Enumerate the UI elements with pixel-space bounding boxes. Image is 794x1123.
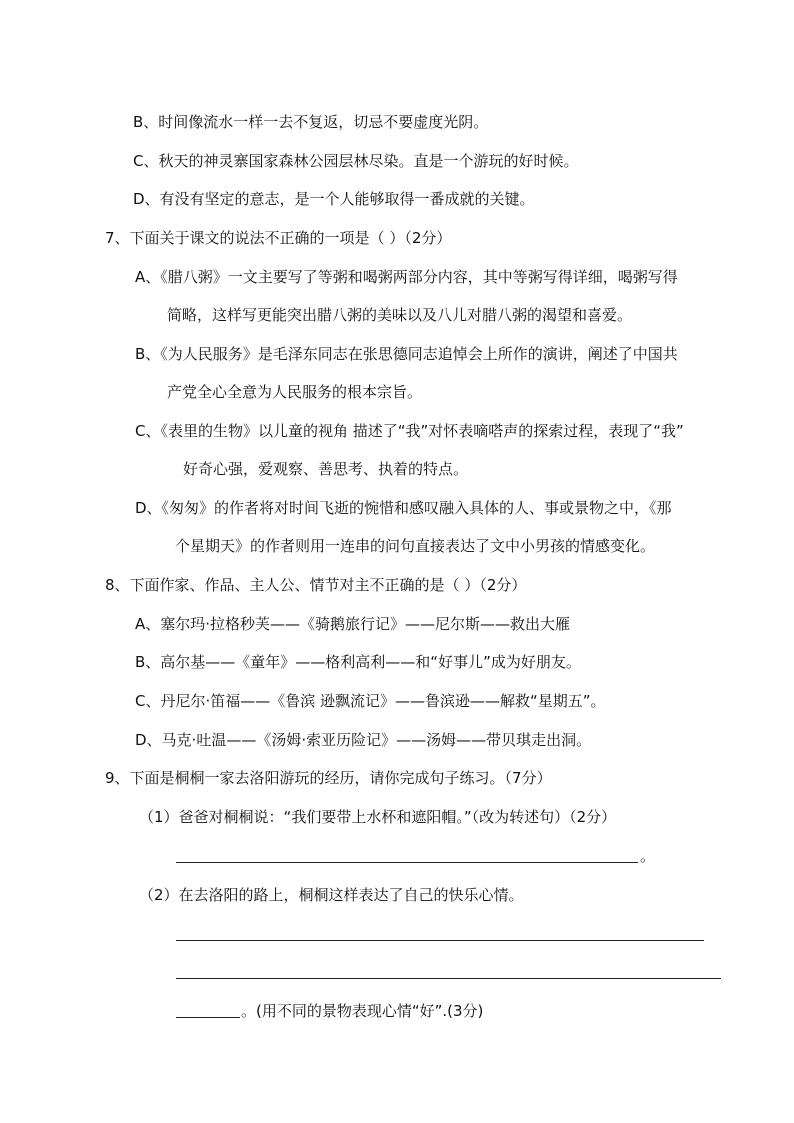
q7-option-d-line2: 个星期天》的作者则用一连串的问句直接表达了文中小男孩的情感变化。 xyxy=(175,537,656,555)
q9-stem: 9、下面是桐桐一家去洛阳游玩的经历，请你完成句子练习。（7分） xyxy=(105,769,552,787)
q7-option-a-line2: 简略，这样写更能突出腊八粥的美味以及八儿对腊八粥的渴望和喜爱。 xyxy=(167,306,633,324)
q9-sub1-period: 。 xyxy=(640,847,656,865)
q6-option-b: B、时间像流水一样一去不复返，切忌不要虚度光阴。 xyxy=(133,113,489,131)
q9-sub2-answer-line-1[interactable] xyxy=(176,940,704,941)
q6-option-c: C、秋天的神灵寨国家森林公园层林尽染。直是一个游玩的好时候。 xyxy=(133,152,579,170)
q7-option-b-line1: B、《为人民服务》是毛泽东同志在张思德同志追悼会上所作的演讲，阐述了中国共 xyxy=(135,345,678,363)
q7-option-c-line1: C、《表里的生物》以儿童的视角 描述了“我”对怀表嘀嗒声的探索过程，表现了“我” xyxy=(135,422,684,440)
q8-stem: 8、下面作家、作品、主人公、情节对主不正确的是（ ）（2分） xyxy=(105,576,527,594)
q9-sub1-prompt: （1）爸爸对桐桐说：“我们要带上水杯和遮阳帽。”（改为转述句）（2分） xyxy=(139,808,617,826)
q9-sub2-instruction: 。(用不同的景物表现心情“好”.(3分) xyxy=(241,1002,484,1020)
q9-sub2-prompt: （2）在去洛阳的路上，桐桐这样表达了自己的快乐心情。 xyxy=(139,886,524,904)
q7-stem: 7、下面关于课文的说法不正确的一项是（ ）（2分） xyxy=(105,229,452,247)
q7-option-a-line1: A、《腊八粥》一文主要写了等粥和喝粥两部分内容，其中等粥写得详细，喝粥写得 xyxy=(135,268,678,286)
q7-option-c-line2: 好奇心强，爱观察、善思考、执着的特点。 xyxy=(183,460,469,478)
q8-option-d: D、马克·吐温——《汤姆·索亚历险记》——汤姆——带贝琪走出洞。 xyxy=(135,731,592,749)
q8-option-b: B、高尔基——《童年》——格利高利——和“好事儿”成为好朋友。 xyxy=(135,653,581,671)
q7-option-d-line1: D、《匆匆》的作者将对时间飞逝的惋惜和感叹融入具体的人、事或景物之中，《那 xyxy=(135,499,672,517)
q9-sub2-answer-line-2[interactable] xyxy=(176,978,721,979)
q6-option-d: D、有没有坚定的意志，是一个人能够取得一番成就的关键。 xyxy=(133,190,535,208)
q9-sub1-answer-line[interactable] xyxy=(176,862,638,863)
q8-option-c: C、丹尼尔·笛福——《鲁滨 逊飘流记》——鲁滨逊——解救“星期五”。 xyxy=(135,692,606,710)
q7-option-b-line2: 产党全心全意为人民服务的根本宗旨。 xyxy=(167,383,423,401)
q8-option-a: A、塞尔玛·拉格秒芙——《骑鹅旅行记》——尼尔斯——救出大雁 xyxy=(135,615,571,633)
q9-sub2-answer-line-3[interactable] xyxy=(176,1017,240,1018)
